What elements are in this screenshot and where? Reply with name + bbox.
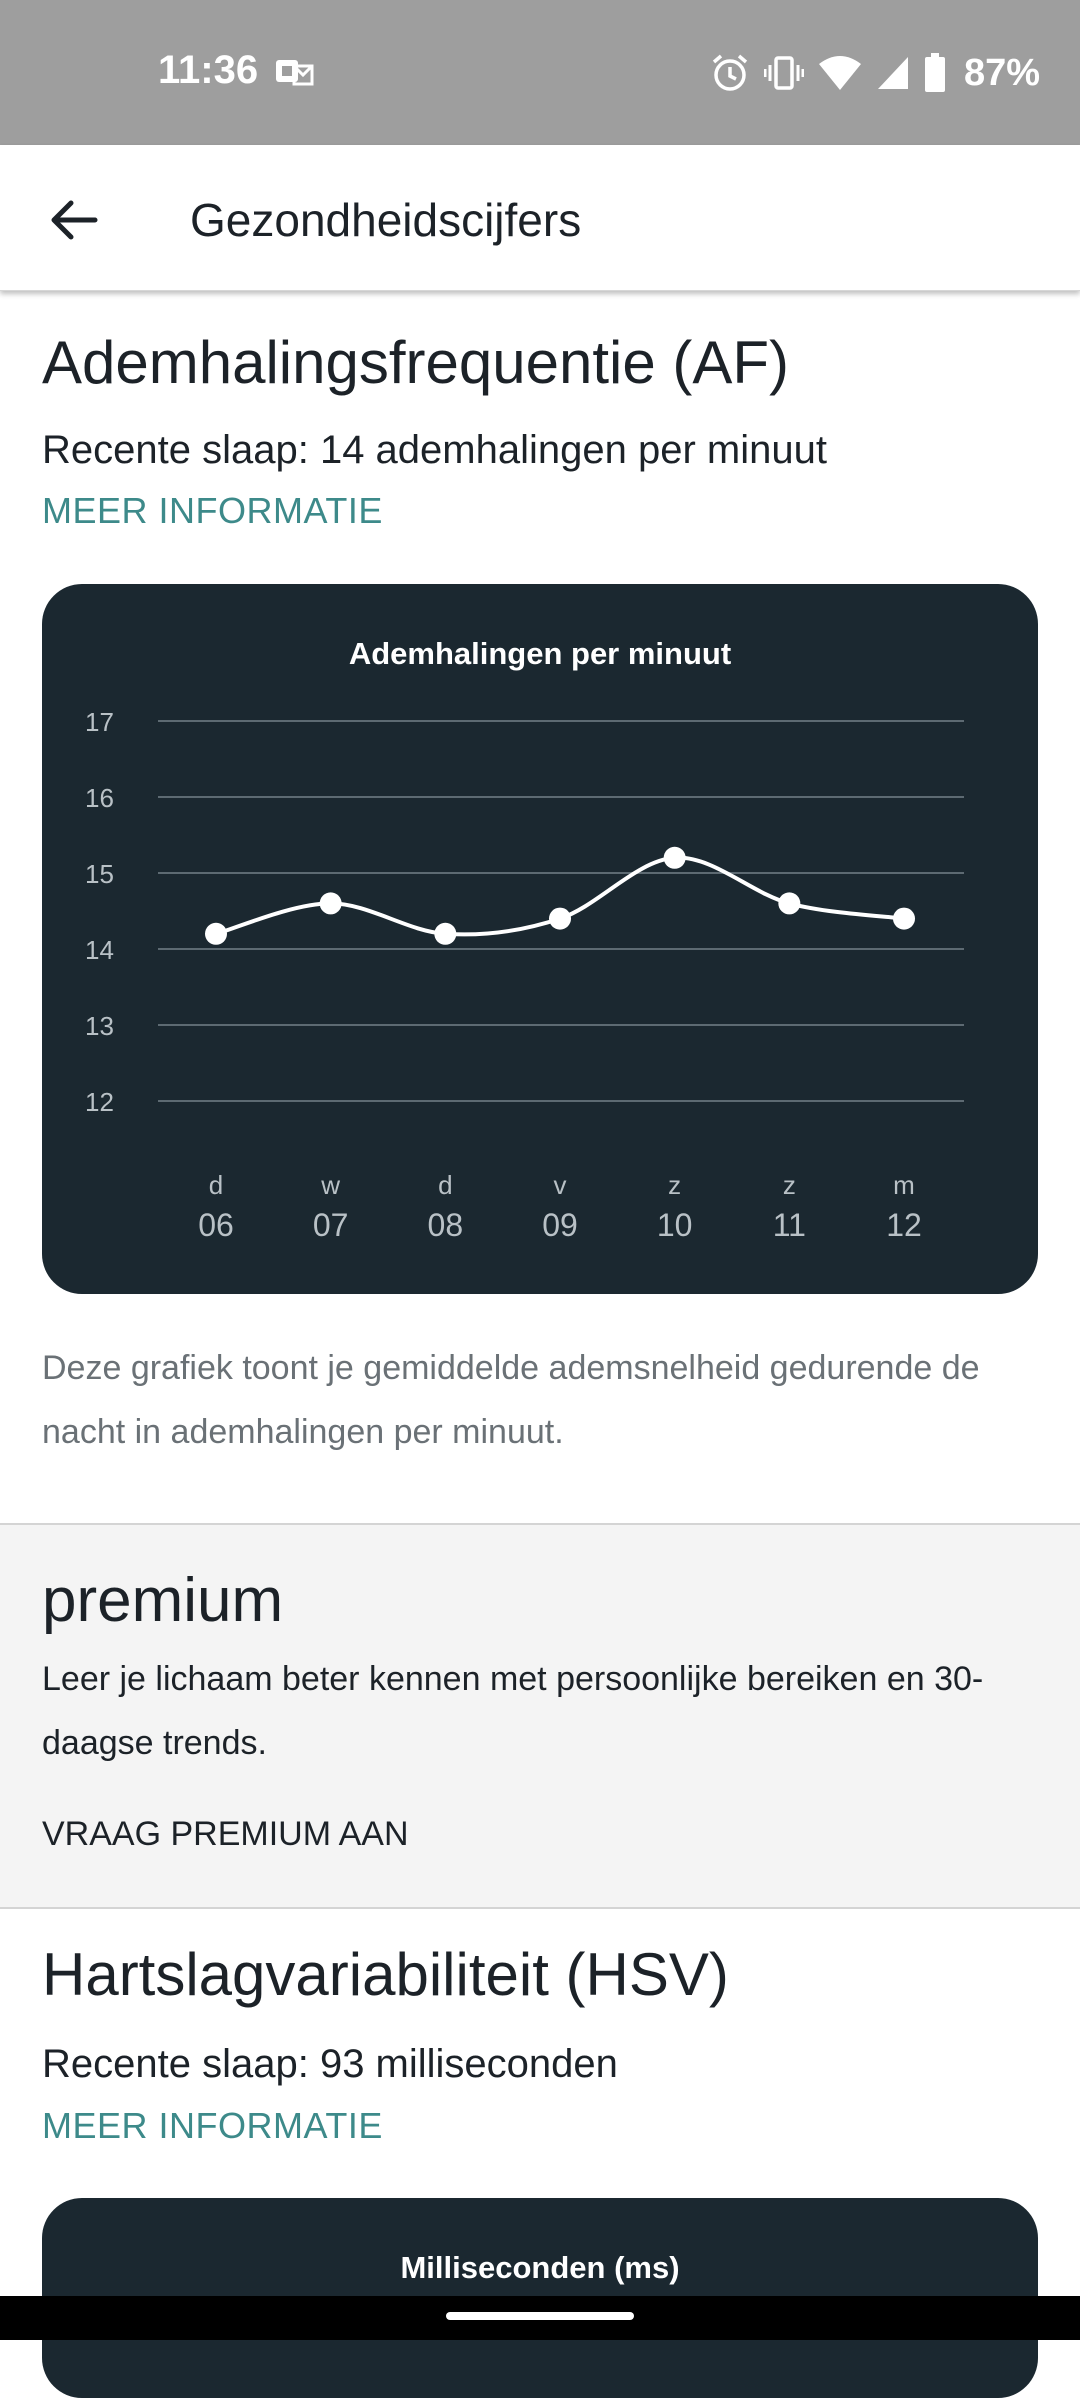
x-tick-label: 12 [886, 1207, 922, 1243]
data-point [778, 892, 800, 914]
signal-icon [876, 55, 910, 91]
x-tick-label: 07 [312, 1207, 349, 1243]
x-tick-label: 06 [198, 1207, 234, 1243]
notification-icon [274, 56, 314, 88]
respiration-chart-card [42, 584, 1038, 1294]
wifi-icon [818, 54, 862, 92]
x-day-letter: d [438, 1170, 453, 1200]
data-point [434, 923, 456, 945]
alarm-icon [710, 53, 750, 93]
x-tick-label: 08 [427, 1207, 464, 1243]
request-premium-button[interactable]: VRAAG PREMIUM AAN [42, 1815, 409, 1853]
data-point [664, 847, 686, 869]
hrv-recent-sleep: Recente slaap: 93 milliseconden [42, 2042, 618, 2086]
battery-percentage: 87% [963, 51, 1040, 94]
respiration-description: Deze grafiek toont je gemiddelde ademsnelheid gedurende de nacht in ademhalingen per minuut. [42, 1349, 980, 1451]
data-point [320, 892, 342, 914]
respiration-more-info-link[interactable]: MEER INFORMATIE [42, 490, 383, 531]
status-time: 11:36 [158, 48, 259, 92]
hrv-title: Hartslagvariabiliteit (HSV) [42, 1941, 729, 2008]
page-title: Gezondheidscijfers [190, 194, 582, 246]
x-day-letter: m [893, 1170, 915, 1200]
y-tick-label: 15 [85, 859, 114, 889]
x-tick-label: 09 [542, 1207, 578, 1243]
x-day-letter: z [668, 1170, 682, 1200]
back-button[interactable] [36, 182, 112, 258]
y-tick-label: 13 [85, 1011, 114, 1041]
hrv-more-info-link[interactable]: MEER INFORMATIE [42, 2105, 383, 2146]
x-day-letter: v [553, 1170, 567, 1200]
y-tick-label: 17 [85, 707, 114, 737]
home-gesture-handle[interactable] [446, 2312, 634, 2320]
y-tick-label: 16 [85, 783, 114, 813]
premium-title: premium [42, 1566, 284, 1635]
premium-section [0, 1523, 1080, 1909]
navigation-bar [0, 2296, 1080, 2340]
x-day-letter: z [782, 1170, 796, 1200]
premium-description: Leer je lichaam beter kennen met persoonlijke bereiken en 30-daagse trends. [42, 1660, 984, 1762]
respiration-recent-sleep: Recente slaap: 14 ademhalingen per minuut [42, 428, 827, 472]
arrow-left-icon [49, 198, 99, 242]
chart-title: Ademhalingen per minuut [348, 636, 732, 671]
battery-icon [924, 53, 946, 93]
data-point [893, 908, 915, 930]
respiration-chart [42, 584, 1038, 1294]
x-tick-label: 11 [772, 1207, 806, 1243]
data-point [205, 923, 227, 945]
hrv-chart-title: Milliseconden (ms) [400, 2250, 680, 2285]
x-tick-label: 10 [656, 1207, 693, 1243]
vibrate-icon [764, 53, 804, 93]
y-tick-label: 14 [85, 935, 114, 965]
x-day-letter: w [321, 1170, 341, 1200]
respiration-title: Ademhalingsfrequentie (AF) [42, 329, 790, 396]
status-bar [0, 0, 1080, 145]
x-day-letter: d [208, 1170, 224, 1200]
data-point [549, 908, 571, 930]
y-tick-label: 12 [85, 1087, 114, 1117]
